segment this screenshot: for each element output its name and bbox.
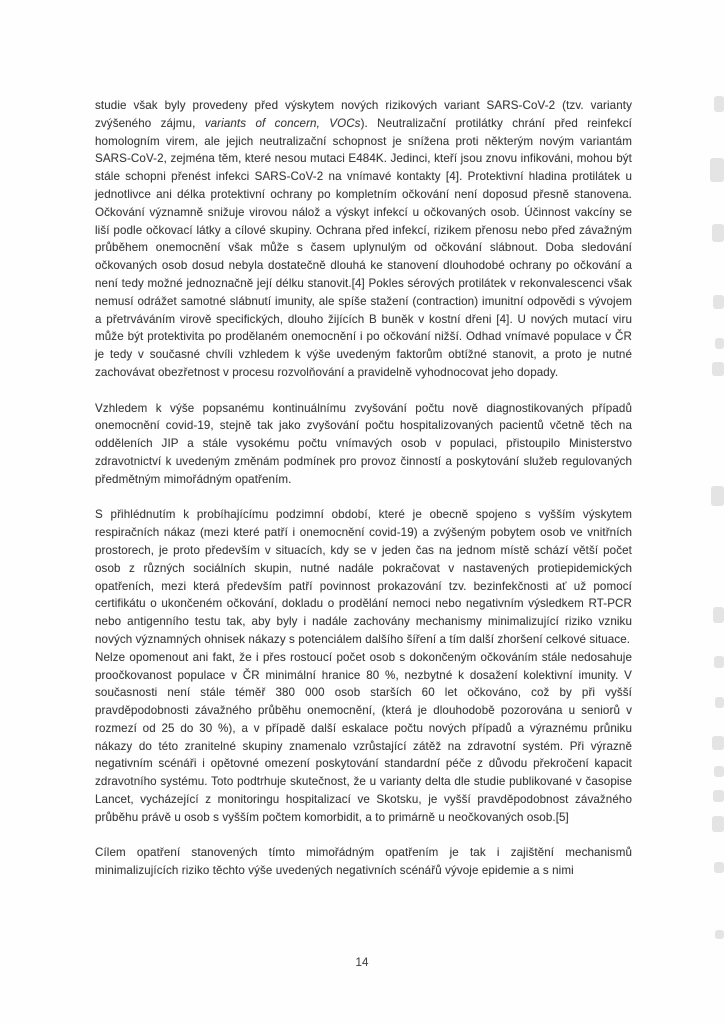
scan-artifact [715, 338, 724, 349]
paragraph-text: Nelze opomenout ani fakt, že i přes rostoucí počet osob s dokončeným očkováním stále nedosahuje proočkovanost populace v ČR minimální hranice 80 %, nezbytné k dosažení kolektivní imunity. V současnosti není stále téměř 380 000 osob starších 60 let očkováno, což by při vyšší pravděpodobnosti závažného průběhu onemocnění, (která je dlouhodobě pozorována u seniorů v rozmezí od 25 do 30 %), a v případě další eskalace počtu nových případů a výraznému průniku nákazy do této zranitelné skupiny znamenalo vzrůstající zátěž na zdravotní systém. Při výrazně negativním scénáři i opětovné omezení poskytování standardní péče z důvodu překročení kapacit zdravotního systému. Toto podtrhuje skutečnost, že u varianty delta dle studie publikované v časopise Lancet, vycházející z monitoringu hospitalizací ve Skotsku, je vyšší pravděpodobnost závažného průběhu právě u osob s vyšším počtem komorbidit, a to primárně u neočkovaných osob.[5] [95, 650, 632, 824]
paragraph [95, 400, 632, 489]
scan-artifact [715, 697, 724, 708]
paragraph [95, 97, 632, 382]
paragraph-text-italic: variants of concern, VOCs [204, 116, 361, 130]
scan-artifact [710, 158, 724, 182]
paragraph-text: S přihlédnutím k probíhajícímu podzimní období, které je obecně spojeno s vyšším výskytem respiračních nákaz (mezi které patří i onemocnění covid-19) a zvýšeným pobytem osob ve vnitřních prostorech, je proto především v situacích, kdy se v jeden čas na jednom místě schází větší počet osob z různých sociálních skupin, nutné nadále pokračovat v nastavených protiepidemických opatřeních, mezi která především patří povinnost prokazování tzv. bezinfekčnosti ať už pomocí certifikátu o ukončeném očkování, dokladu o prodělání nemoci nebo negativním výsledkem RT-PCR nebo antigenního testu tak, aby byly i nadále zachovány mechanismy minimalizující riziko vzniku nových významných ohnisek nákazy s potenciálem dalšího šíření a tím další zhoršení celkové situace. [95, 508, 632, 646]
scan-artifact [712, 816, 724, 832]
paragraph-text: ). Neutralizační protilátky chrání před reinfekcí homologním virem, ale jejich neutralizační schopnost je snížena proti některým novým variantám SARS-CoV-2, zejména těm, které nesou mutaci E484K. Jedinci, kteří jsou znovu infikováni, mohou být stále schopni přenést infekci SARS-CoV-2 na vnímavé kontakty [4]. Protektivní hladina protilátek u jednotlivce ani délka protektivní ochrany po kompletním očkování není doposud přesně stanovena. Očkování významně snižuje virovou nálož a výskyt infekcí u očkovaných osob. Účinnost vakcíny se liší podle očkovací látky a cílové skupiny. Ochrana před infekcí, rizikem přenosu nebo před závažným průběhem onemocnění však může s časem uplynulým od očkování slábnout. Doba sledování očkovaných osob dosud nebyla dostatečně dlouhá ke stanovení dlouhodobé ochrany po očkování a není tedy možné jednoznačně její délku stanovit.[4] Pokles sérových protilátek v rekonvalescenci však nemusí odrážet samotné slábnutí imunity, ale spíše stažení (contraction) imunitní odpovědi s vývojem a přetrváváním virově specifických, dlouho žijících B buněk v kostní dřeni [4]. U nových mutací viru může být protektivita po prodělaném onemocnění i po očkování nižší. Odhad vnímavé populace v ČR je tedy v současné chvíli vzhledem k výše uvedeným faktorům obtížné stanovit, a proto je nutné zachovávat obezřetnost v procesu rozvolňování a pravidelně vyhodnocovat jeho dopady. [95, 116, 632, 379]
scan-artifact [713, 790, 724, 802]
scan-artifact [714, 96, 724, 112]
paragraph [95, 649, 632, 827]
scan-artifact [714, 862, 724, 873]
scan-artifact [713, 295, 724, 309]
paragraph-text: Cílem opatření stanovených tímto mimořádným opatřením je tak i zajištění mechanismů minimalizujících riziko těchto výše uvedených negativních scénářů vývoje epidemie a s nimi [95, 846, 632, 878]
scan-artifact [711, 486, 724, 506]
scan-artifact [713, 607, 724, 623]
paragraph-text: Vzhledem k výše popsanému kontinuálnímu zvyšování počtu nově diagnostikovaných případů onemocnění covid-19, stejně tak jako zvyšování počtu hospitalizovaných pacientů včetně těch na odděleních JIP a stále vysokému počtu vnímavých osob v populaci, přistoupilo Ministerstvo zdravotnictví k uvedeným změnám podmínek pro provoz činností a poskytování služeb regulovaných předmětným mimořádným opatřením. [95, 401, 632, 486]
scan-artifact [715, 930, 724, 939]
scan-artifact [712, 224, 724, 242]
scan-artifact [712, 362, 724, 376]
paragraph-text: studie však byly provedeny před výskytem nových rizikových variant SARS-CoV-2 (tzv. varianty zvýšeného zájmu, [95, 99, 632, 130]
document-body [95, 97, 632, 880]
paragraph [95, 506, 632, 648]
page-number: 14 [355, 956, 369, 969]
scan-artifact [714, 766, 724, 777]
paragraph [95, 844, 632, 880]
scan-artifact [714, 656, 724, 668]
scan-artifact [712, 736, 724, 750]
